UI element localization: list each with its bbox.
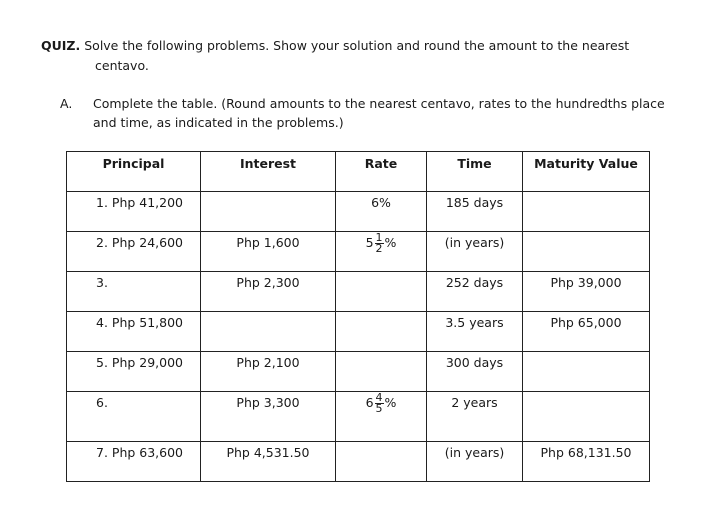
header-principal: Principal xyxy=(67,152,201,192)
cell-principal: 1. Php 41,200 xyxy=(67,192,201,232)
table-row xyxy=(67,442,650,482)
table-row xyxy=(67,352,650,392)
cell-time: 2 years xyxy=(427,392,523,442)
fraction-denominator: 5 xyxy=(375,402,383,415)
header-interest: Interest xyxy=(201,152,336,192)
cell-interest: Php 3,300 xyxy=(201,392,336,442)
section-a-directions xyxy=(93,94,693,132)
table-row xyxy=(67,312,650,352)
fraction-numerator: 1 xyxy=(375,231,383,244)
cell-interest: Php 2,100 xyxy=(201,352,336,392)
section-a-line1: Complete the table. (Round amounts to the nearest centavo, rates to the hundredths place xyxy=(93,96,665,111)
cell-rate xyxy=(336,392,427,442)
cell-rate: 6% xyxy=(336,192,427,232)
quiz-instruction-text: Solve the following problems. Show your solution and round the amount to the nearest xyxy=(84,38,630,53)
fraction-numerator: 4 xyxy=(375,391,383,404)
quiz-instruction xyxy=(41,36,691,76)
cell-principal: 5. Php 29,000 xyxy=(67,352,201,392)
table-row xyxy=(67,392,650,442)
table-row xyxy=(67,272,650,312)
fraction xyxy=(375,233,384,254)
rate-whole: 6 xyxy=(365,395,374,410)
header-maturity-value: Maturity Value xyxy=(523,152,650,192)
cell-maturity: Php 39,000 xyxy=(523,272,650,312)
cell-maturity xyxy=(523,392,650,442)
cell-maturity xyxy=(523,232,650,272)
section-a-line2: and time, as indicated in the problems.) xyxy=(93,115,344,130)
table-row xyxy=(67,232,650,272)
cell-time: (in years) xyxy=(427,442,523,482)
rate-percent: % xyxy=(384,235,397,250)
cell-rate xyxy=(336,312,427,352)
table-row xyxy=(67,192,650,232)
cell-interest: Php 2,300 xyxy=(201,272,336,312)
cell-rate xyxy=(336,442,427,482)
mixed-fraction-rate xyxy=(366,393,397,414)
cell-principal: 4. Php 51,800 xyxy=(67,312,201,352)
cell-principal: 2. Php 24,600 xyxy=(67,232,201,272)
cell-principal: 7. Php 63,600 xyxy=(67,442,201,482)
section-letter: A. xyxy=(60,96,73,111)
header-rate: Rate xyxy=(336,152,427,192)
cell-time: 300 days xyxy=(427,352,523,392)
cell-time: 185 days xyxy=(427,192,523,232)
rate-whole: 5 xyxy=(365,235,374,250)
cell-interest xyxy=(201,192,336,232)
cell-interest: Php 4,531.50 xyxy=(201,442,336,482)
cell-maturity xyxy=(523,352,650,392)
mixed-fraction-rate xyxy=(366,233,397,254)
cell-time: 3.5 years xyxy=(427,312,523,352)
cell-maturity: Php 68,131.50 xyxy=(523,442,650,482)
cell-rate xyxy=(336,232,427,272)
cell-maturity xyxy=(523,192,650,232)
cell-principal: 3. xyxy=(67,272,201,312)
cell-time: (in years) xyxy=(427,232,523,272)
header-time: Time xyxy=(427,152,523,192)
fraction xyxy=(375,393,384,414)
cell-interest xyxy=(201,312,336,352)
table-header-row xyxy=(67,152,650,192)
cell-interest: Php 1,600 xyxy=(201,232,336,272)
quiz-instruction-cont: centavo. xyxy=(95,58,149,73)
rate-percent: % xyxy=(384,395,397,410)
cell-rate xyxy=(336,272,427,312)
quiz-label: QUIZ. xyxy=(41,38,81,53)
fraction-denominator: 2 xyxy=(375,242,383,255)
cell-maturity: Php 65,000 xyxy=(523,312,650,352)
interest-table xyxy=(66,151,650,482)
cell-time: 252 days xyxy=(427,272,523,312)
cell-rate xyxy=(336,352,427,392)
cell-principal: 6. xyxy=(67,392,201,442)
